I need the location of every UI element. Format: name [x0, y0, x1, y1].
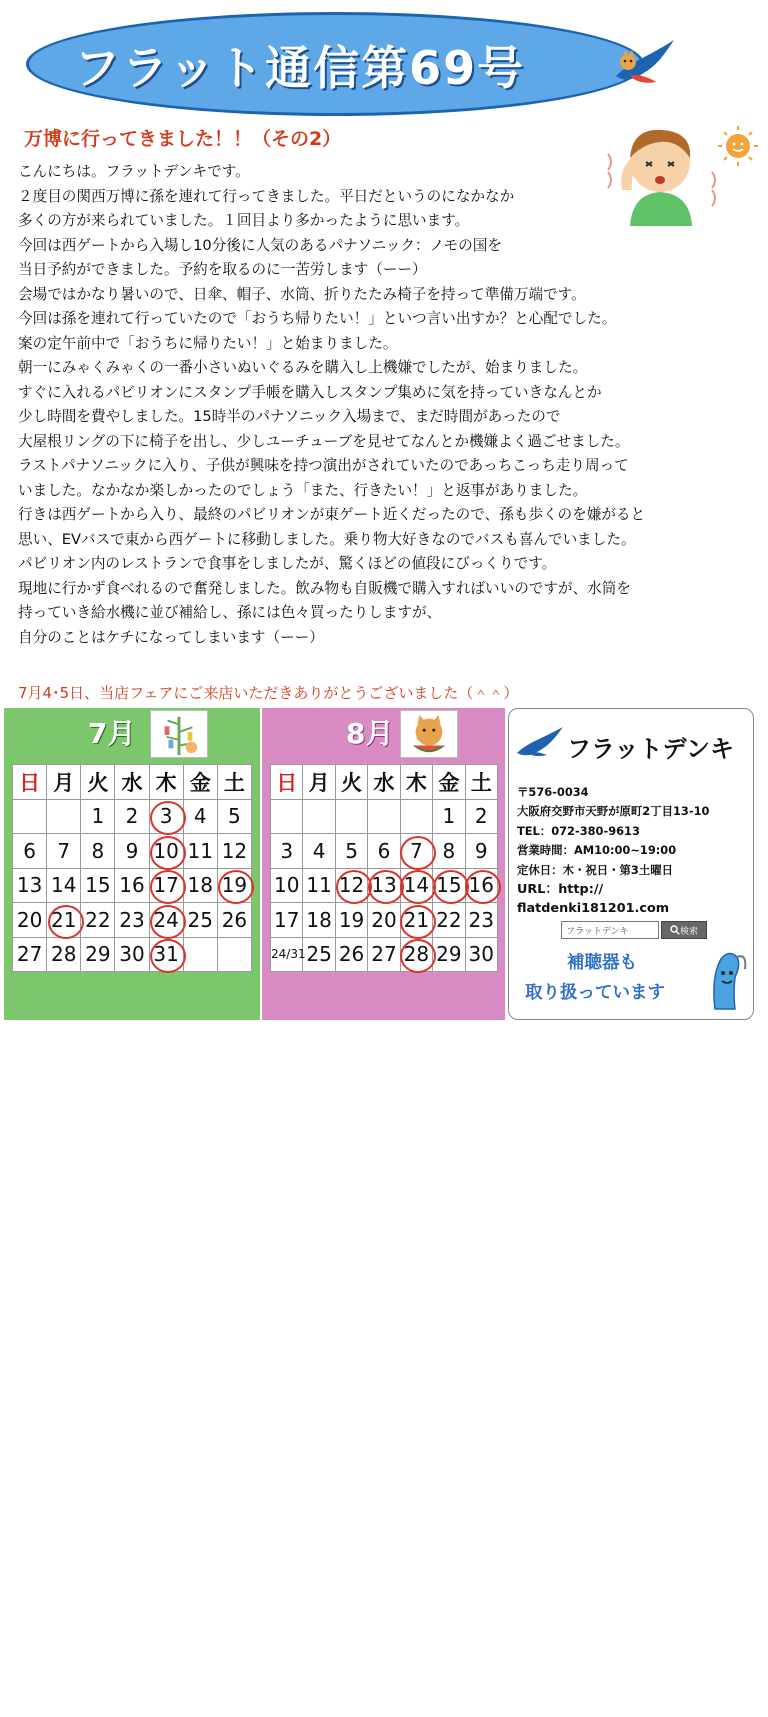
calendar-empty-cell [368, 799, 400, 834]
calendar-month-label: 8月 [346, 717, 394, 750]
shiba-watermelon-icon [400, 710, 458, 758]
weekday-header: 土 [465, 765, 497, 800]
weekday-header: 木 [400, 765, 432, 800]
calendar-day: 17 [149, 868, 183, 903]
calendar-month-label: 7月 [88, 717, 136, 750]
shop-logo-icon [515, 725, 565, 757]
body-line: 会場ではかなり暑いので、日傘、帽子、水筒、折りたたみ椅子を持って準備万端です。 [18, 285, 586, 303]
calendar-day: 3 [271, 834, 303, 869]
calendar-day: 23 [115, 903, 149, 938]
body-line: 行きは西ゲートから入り、最終のパビリオンが東ゲート近くだったので、孫も歩くのを嫌がると [18, 506, 646, 523]
calendar-day: 5 [217, 799, 251, 834]
weekday-header: 月 [303, 765, 335, 800]
calendar-day: 13 [368, 868, 400, 903]
body-line: ２度目の関西万博に孫を連れて行ってきました。平日だというのになかなか [18, 187, 515, 205]
weekday-header: 水 [368, 765, 400, 800]
calendar-day: 11 [303, 868, 335, 903]
calendar-empty-cell [335, 799, 367, 834]
article-headline: 万博に行ってきました！！（その2） [24, 128, 342, 150]
body-line: すぐに入れるパビリオンにスタンプ手帳を購入しスタンプ集めに気を持っていきなんとか [18, 383, 602, 401]
calendar-day: 18 [303, 903, 335, 938]
calendar-day: 10 [149, 834, 183, 869]
body-line: 持っていき給水機に並び補給し、孫には色々買ったりしますが、 [18, 604, 442, 621]
weekday-header: 金 [183, 765, 217, 800]
shop-holidays: 定休日：木・祝日・第3土曜日 [517, 862, 674, 877]
calendar-empty-cell [13, 799, 47, 834]
calendar-day: 14 [400, 868, 432, 903]
weekday-header: 火 [335, 765, 367, 800]
body-line: 多くの方が来られていました。１回目より多かったように思います。 [18, 212, 470, 229]
body-line: 自分のことはケチになってしまいます（ーー） [18, 628, 324, 646]
newsletter-title: フラット通信第69号 [74, 41, 526, 95]
closed-days-list: 7･12～16･21･28 [321, 1698, 446, 1716]
calendar-day: 11 [183, 834, 217, 869]
body-line: 今回は孫を連れて行っていたので「おうち帰りたい！」といつ言い出すか？と心配でした。 [18, 310, 617, 327]
calendar-day: 24/31 [271, 937, 303, 972]
calendar-august-grid [270, 764, 498, 972]
calendar-day: 6 [368, 834, 400, 869]
body-line: 今回は西ゲートから入場し10分後に人気のあるパナソニック：ノモの国を [18, 236, 502, 254]
calendar-day: 31 [149, 937, 183, 972]
hearing-aid-notice-line1: 補聴器も [567, 953, 637, 973]
closed-days-label: ≪定休日≫ [350, 1678, 417, 1693]
calendar-day: 27 [13, 937, 47, 972]
search-input[interactable] [561, 921, 659, 939]
calendar-day: 8 [433, 834, 465, 869]
calendar-day: 2 [115, 799, 149, 834]
shop-hours: 営業時間：AM10:00~19:00 [517, 843, 677, 858]
calendar-day: 29 [433, 937, 465, 972]
calendar-day: 19 [217, 868, 251, 903]
calendar-day: 1 [433, 799, 465, 834]
shop-url[interactable]: flatdenki181201.com [517, 901, 670, 917]
calendar-day: 20 [368, 903, 400, 938]
body-line: 現地に行かず食べれるので奮発しました。飲み物も自販機で購入すればいいのですが、水筒を [18, 579, 631, 597]
body-line: 大屋根リングの下に椅子を出し、少しユーチューブを見せてなんとか機嫌よく過ごせました。 [18, 432, 630, 450]
body-line: 思い、EVバスで東から西ゲートに移動しました。乗り物大好きなのでバスも喜んでいました。 [18, 530, 636, 548]
shop-details [517, 783, 709, 919]
weekday-header: 火 [81, 765, 115, 800]
calendar-day: 22 [81, 903, 115, 938]
calendar-day: 3 [149, 799, 183, 834]
calendar-day: 25 [183, 903, 217, 938]
weekday-header: 水 [115, 765, 149, 800]
calendar-day: 22 [433, 903, 465, 938]
weekday-header: 日 [13, 765, 47, 800]
body-line: 朝一にみゃくみゃくの一番小さいぬいぐるみを購入し上機嫌でしたが、始まりました。 [18, 359, 588, 376]
calendar-day: 12 [335, 868, 367, 903]
hearing-aid-mascot-icon [705, 947, 749, 1015]
body-line: 当日予約ができました。予約を取るのに一苦労します（ーー） [18, 261, 427, 278]
calendar-empty-cell [47, 799, 81, 834]
shop-name: フラットデンキ [567, 735, 735, 763]
body-line: こんにちは。フラットデンキです。 [18, 163, 250, 180]
closed-days-list: 3･10･17･19･21･24 ･31 [45, 1698, 219, 1716]
shop-address: 大阪府交野市天野が原町2丁目13-10 [517, 804, 710, 819]
calendar-day: 4 [303, 834, 335, 869]
body-line: 少し時間を費やしました。15時半のパナソニック入場まで、まだ時間があったので [18, 408, 561, 425]
calendar-day: 7 [47, 834, 81, 869]
calendar-empty-cell [303, 799, 335, 834]
calendar-day: 19 [335, 903, 367, 938]
calendar-august [262, 708, 505, 1716]
calendar-day: 17 [271, 903, 303, 938]
weekday-header: 土 [217, 765, 251, 800]
calendar-day: 28 [47, 937, 81, 972]
swallow-mascot-icon [612, 36, 678, 88]
calendar-day: 16 [115, 868, 149, 903]
calendar-empty-cell [271, 799, 303, 834]
fair-thanks-notice: 7月4･5日、当店フェアにご来店いただきありがとうございました（＾＾） [18, 684, 519, 702]
hearing-aid-notice-line2: 取り扱っています [525, 983, 665, 1003]
calendar-empty-cell [400, 799, 432, 834]
calendar-day: 15 [81, 868, 115, 903]
calendar-day: 18 [183, 868, 217, 903]
calendar-day: 14 [47, 868, 81, 903]
search-box [561, 921, 707, 939]
calendar-day: 16 [465, 868, 497, 903]
calendar-day: 15 [433, 868, 465, 903]
calendar-day: 1 [81, 799, 115, 834]
calendar-day: 26 [335, 937, 367, 972]
calendar-day: 21 [47, 903, 81, 938]
shop-postal: 〒576-0034 [517, 785, 589, 799]
calendar-day: 25 [303, 937, 335, 972]
calendar-day: 5 [335, 834, 367, 869]
calendar-day: 7 [400, 834, 432, 869]
search-button-label: 検索 [679, 926, 698, 937]
calendar-day: 24 [149, 903, 183, 938]
calendar-july [4, 708, 260, 1716]
body-line: パビリオン内のレストランで食事をしましたが、驚くほどの値段にびっくりです。 [18, 555, 557, 572]
calendar-day: 23 [465, 903, 497, 938]
calendar-day: 10 [271, 868, 303, 903]
shop-info-card [508, 708, 754, 1020]
shop-url-label: URL：http:// [517, 882, 604, 898]
calendar-july-grid [12, 764, 252, 972]
calendar-day: 29 [81, 937, 115, 972]
calendar-empty-cell [217, 937, 251, 972]
shop-tel: TEL：072-380-9613 [517, 823, 640, 838]
weekday-header: 日 [271, 765, 303, 800]
closed-days-label: ≪定休日≫ [98, 1678, 166, 1693]
calendar-day: 20 [13, 903, 47, 938]
calendar-empty-cell [183, 937, 217, 972]
calendar-day: 8 [81, 834, 115, 869]
calendar-day: 12 [217, 834, 251, 869]
calendar-day: 9 [115, 834, 149, 869]
search-icon [670, 925, 680, 935]
search-button[interactable] [661, 921, 707, 939]
calendar-day: 21 [400, 903, 432, 938]
body-line: いました。なかなか楽しかったのでしょう「また、行きたい！」と返事がありました。 [18, 481, 588, 499]
calendar-day: 9 [465, 834, 497, 869]
calendar-day: 6 [13, 834, 47, 869]
calendar-day: 26 [217, 903, 251, 938]
weekday-header: 月 [47, 765, 81, 800]
body-line: ラストパナソニックに入り、子供が興味を持つ演出がされていたのであっちこっち走り周って [18, 457, 629, 474]
body-line: 案の定午前中で「おうちに帰りたい！」と始まりました。 [18, 334, 398, 352]
calendar-day: 2 [465, 799, 497, 834]
calendar-day: 30 [465, 937, 497, 972]
article-body [18, 160, 758, 650]
calendar-day: 28 [400, 937, 432, 972]
calendar-day: 13 [13, 868, 47, 903]
weekday-header: 木 [149, 765, 183, 800]
tanabata-bamboo-icon [150, 710, 208, 758]
calendar-day: 30 [115, 937, 149, 972]
weekday-header: 金 [433, 765, 465, 800]
calendar-day: 4 [183, 799, 217, 834]
calendar-day: 27 [368, 937, 400, 972]
